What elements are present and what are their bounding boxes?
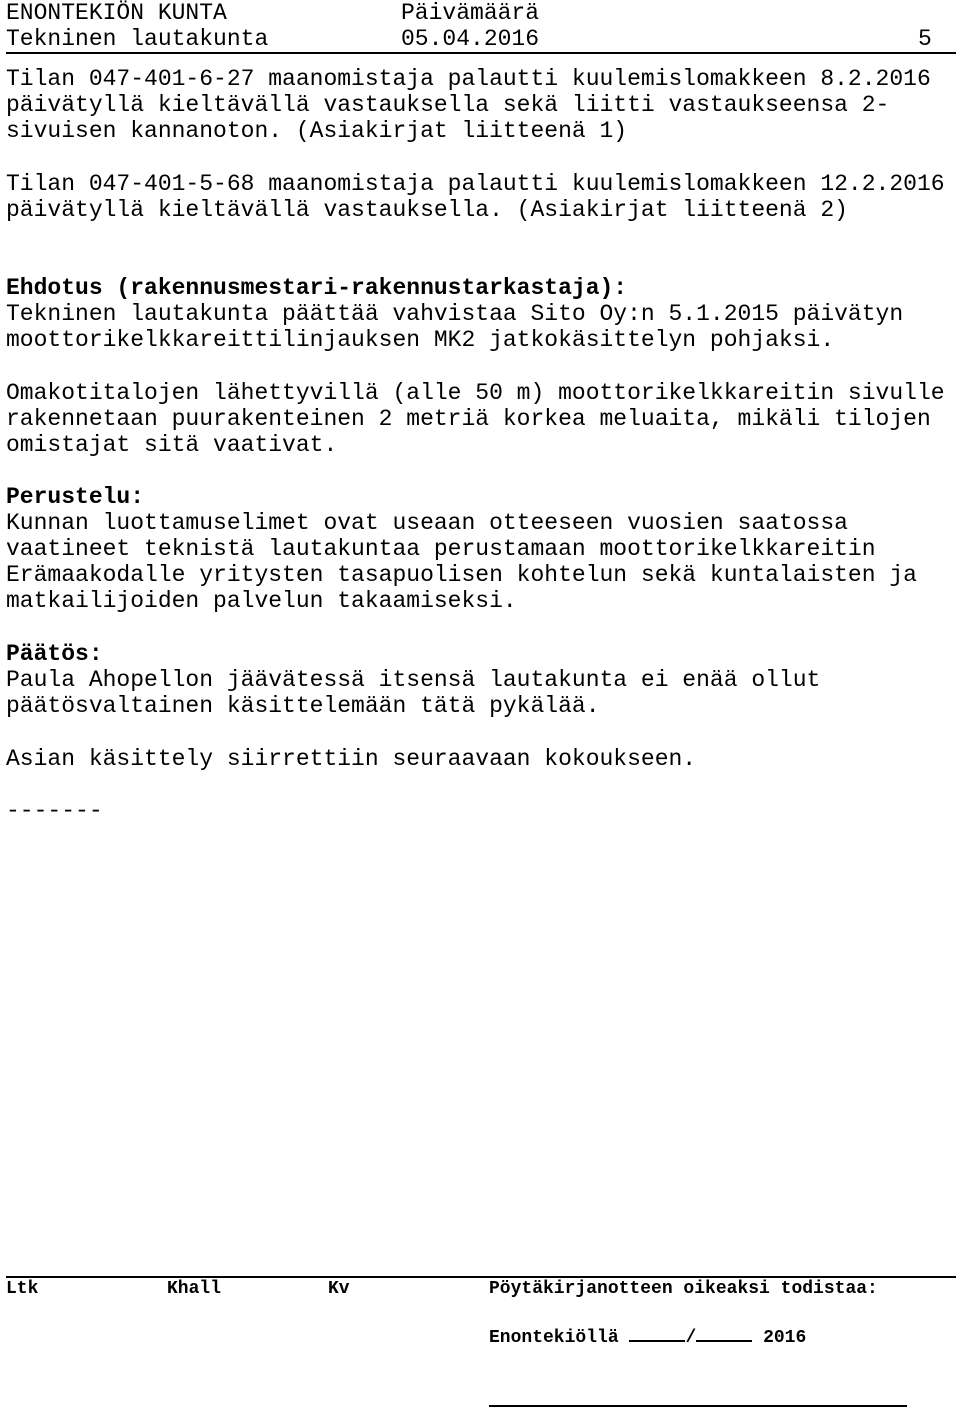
text-line: Tilan 047-401-6-27 maanomistaja palautti kuulemislomakkeen 8.2.2016 (6, 66, 931, 92)
deferral-statement: Asian käsittely siirrettiin seuraavaan kokoukseen. (6, 746, 697, 772)
text-line: Tekninen lautakunta päättää vahvistaa Sito Oy:n 5.1.2015 päivätyn (6, 301, 904, 327)
paragraph-noise-barrier (6, 380, 956, 458)
footer-kv: Kv (328, 1279, 350, 1299)
page-number: 5 (918, 26, 932, 52)
text-line: matkailijoiden palvelun takaamiseksi. (6, 588, 517, 614)
footer-place: Enontekiöllä (489, 1328, 619, 1348)
date-label: Päivämäärä (401, 0, 540, 26)
date-slash: / (685, 1328, 697, 1348)
text-line: sivuisen kannanoton. (Asiakirjat liitteenä 1) (6, 118, 628, 144)
footer-divider (6, 1276, 956, 1278)
paragraph-landowner-1 (6, 66, 956, 144)
footer-ltk: Ltk (6, 1279, 39, 1299)
text-line: päivätyllä kieltävällä vastauksella. (Asiakirjat liitteenä 2) (6, 197, 848, 223)
municipality-name: ENONTEKIÖN KUNTA (6, 0, 227, 26)
text-line: päivätyllä kieltävällä vastauksella sekä liitti vastaukseensa 2- (6, 92, 890, 118)
footer-year: 2016 (763, 1328, 807, 1348)
proposal-section (6, 275, 956, 353)
header-divider (6, 52, 956, 54)
section-separator: ------- (6, 798, 103, 824)
signature-line (489, 1405, 907, 1407)
text-line: Paula Ahopellon jäävätessä itsensä lautakunta ei enää ollut (6, 667, 821, 693)
proposal-heading: Ehdotus (rakennusmestari-rakennustarkastaja): (6, 275, 628, 301)
decision-heading: Päätös: (6, 641, 103, 667)
text-line: päätösvaltainen käsittelemään tätä pykälää. (6, 693, 600, 719)
text-line: vaatineet teknistä lautakuntaa perustamaan moottorikelkkareitin (6, 536, 876, 562)
footer-place-date (489, 1322, 806, 1348)
text-line: moottorikelkkareittilinjauksen MK2 jatkokäsittelyn pohjaksi. (6, 327, 835, 353)
footer-khall: Khall (167, 1279, 222, 1299)
text-line: omistajat sitä vaativat. (6, 432, 338, 458)
text-line: Tilan 047-401-5-68 maanomistaja palautti kuulemislomakkeen 12.2.2016 (6, 171, 945, 197)
paragraph-landowner-2 (6, 171, 956, 223)
rationale-section (6, 484, 956, 614)
text-line: rakennetaan puurakenteinen 2 metriä korkea meluaita, mikäli tilojen (6, 406, 931, 432)
month-blank (696, 1322, 752, 1342)
footer-certify-label: Pöytäkirjanotteen oikeaksi todistaa: (489, 1279, 878, 1299)
text-line: Erämaakodalle yritysten tasapuolisen kohtelun sekä kuntalaisten ja (6, 562, 917, 588)
text-line: Omakotitalojen lähettyvillä (alle 50 m) moottorikelkkareitin sivulle (6, 380, 945, 406)
board-name: Tekninen lautakunta (6, 26, 269, 52)
text-line: Kunnan luottamuselimet ovat useaan otteeseen vuosien saatossa (6, 510, 848, 536)
day-blank (629, 1322, 685, 1342)
rationale-heading: Perustelu: (6, 484, 145, 510)
decision-section (6, 641, 956, 719)
document-date: 05.04.2016 (401, 26, 540, 52)
